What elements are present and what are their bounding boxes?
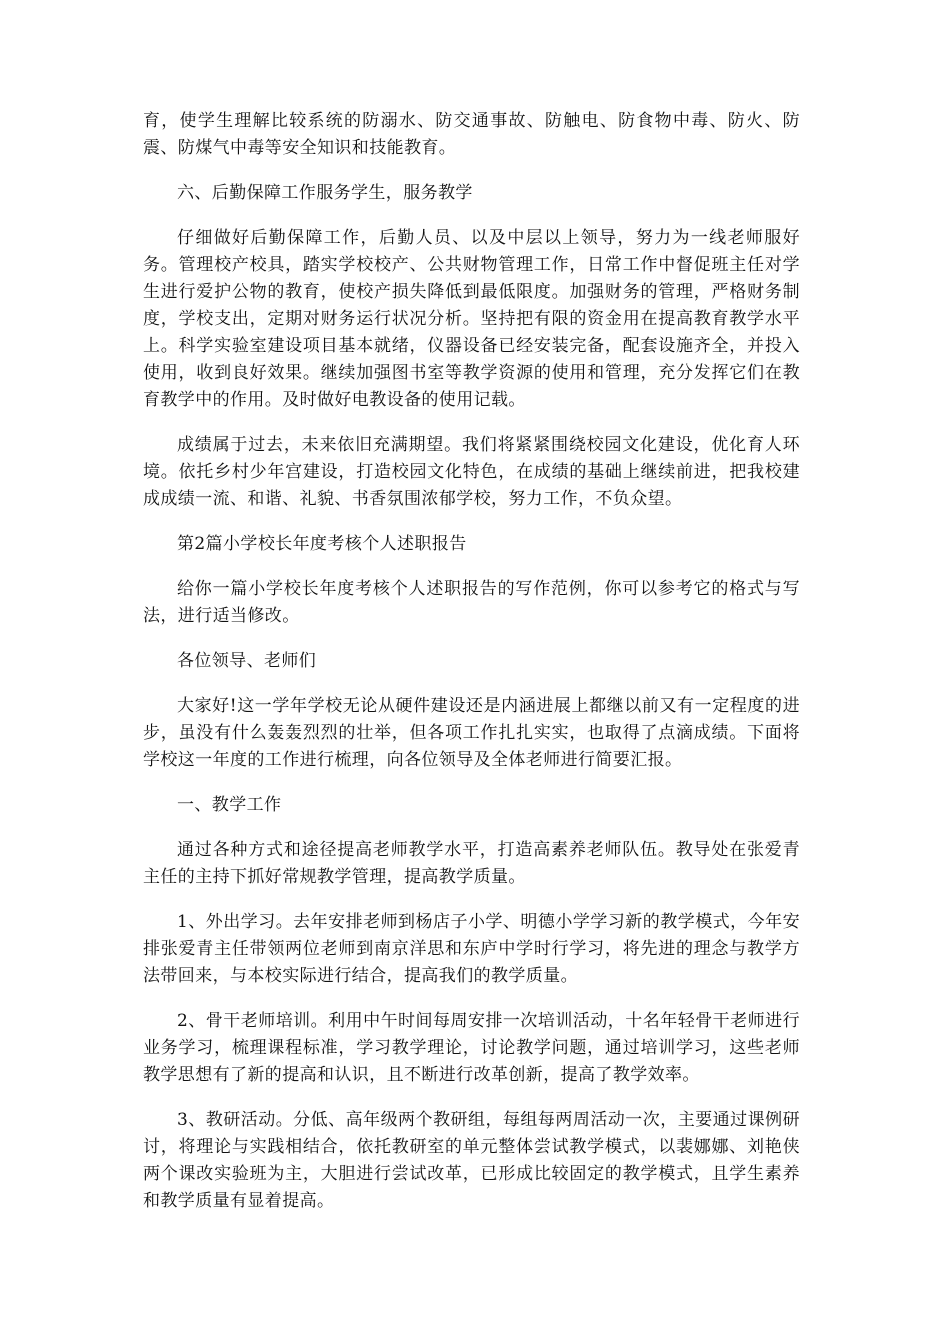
paragraph-external-study: 1、外出学习。去年安排老师到杨店子小学、明德小学学习新的教学模式，今年安排张爱青主任带领两位老师到南京洋思和东庐中学时行学习，将先进的理念与教学方法带回来，与本校实际进行结合，提高我们的教学质量。 (143, 912, 800, 986)
paragraph-safety-education: 育，使学生理解比较系统的防溺水、防交通事故、防触电、防食物中毒、防火、防震、防煤气中毒等安全知识和技能教育。 (143, 111, 800, 158)
heading-report-title: 第2篇小学校长年度考核个人述职报告 (177, 534, 467, 554)
heading-logistics: 六、后勤保障工作服务学生，服务教学 (177, 183, 473, 203)
paragraph-teaching-overview: 通过各种方式和途径提高老师教学水平，打造高素养老师队伍。教导处在张爱青主任的主持下抓好常规教学管理，提高教学质量。 (143, 840, 800, 887)
paragraph-greeting: 大家好!这一学年学校无论从硬件建设还是内涵进展上都继以前又有一定程度的进步，虽没有什么轰轰烈烈的壮举，但各项工作扎扎实实，也取得了点滴成绩。下面将学校这一年度的工作进行梳理，向各位领导及全体老师进行简要汇报。 (143, 696, 800, 770)
paragraph-logistics: 仔细做好后勤保障工作，后勤人员、以及中层以上领导，努力为一线老师服好务。管理校产校具，踏实学校校产、公共财物管理工作，日常工作中督促班主任对学生进行爱护公物的教育，使校产损失降低到最低限度。加强财务的管理，严格财务制度，学校支出，定期对财务运行状况分析。坚持把有限的资金用在提高教育教学水平上。科学实验室建设项目基本就绪，仪器设备已经安装完备，配套设施齐全，并投入使用，收到良好效果。继续加强图书室等教学资源的使用和管理，充分发挥它们在教育教学中的作用。及时做好电教设备的使用记载。 (143, 228, 800, 410)
paragraph-intro: 给你一篇小学校长年度考核个人述职报告的写作范例，你可以参考它的格式与写法，进行适当修改。 (143, 579, 800, 626)
heading-teaching-work: 一、教学工作 (177, 795, 282, 815)
paragraph-research-activities: 3、教研活动。分低、高年级两个教研组，每组每两周活动一次，主要通过课例研讨，将理论与实践相结合，依托教研室的单元整体尝试教学模式，以裴娜娜、刘艳侠两个课改实验班为主，大胆进行尝试改革，已形成比较固定的教学模式，且学生素养和教学质量有显着提高。 (143, 1110, 800, 1211)
paragraph-outlook: 成绩属于过去，未来依旧充满期望。我们将紧紧围绕校园文化建设，优化育人环境。依托乡村少年宫建设，打造校园文化特色，在成绩的基础上继续前进，把我校建成成绩一流、和谐、礼貌、书香氛围浓郁学校，努力工作，不负众望。 (143, 435, 800, 509)
paragraph-teacher-training: 2、骨干老师培训。利用中午时间每周安排一次培训活动，十名年轻骨干老师进行业务学习，梳理课程标准，学习教学理论，讨论教学问题，通过培训学习，这些老师教学思想有了新的提高和认识，且不断进行改革创新，提高了教学效率。 (143, 1011, 800, 1085)
salutation: 各位领导、老师们 (177, 651, 317, 671)
document-body (143, 108, 800, 1215)
